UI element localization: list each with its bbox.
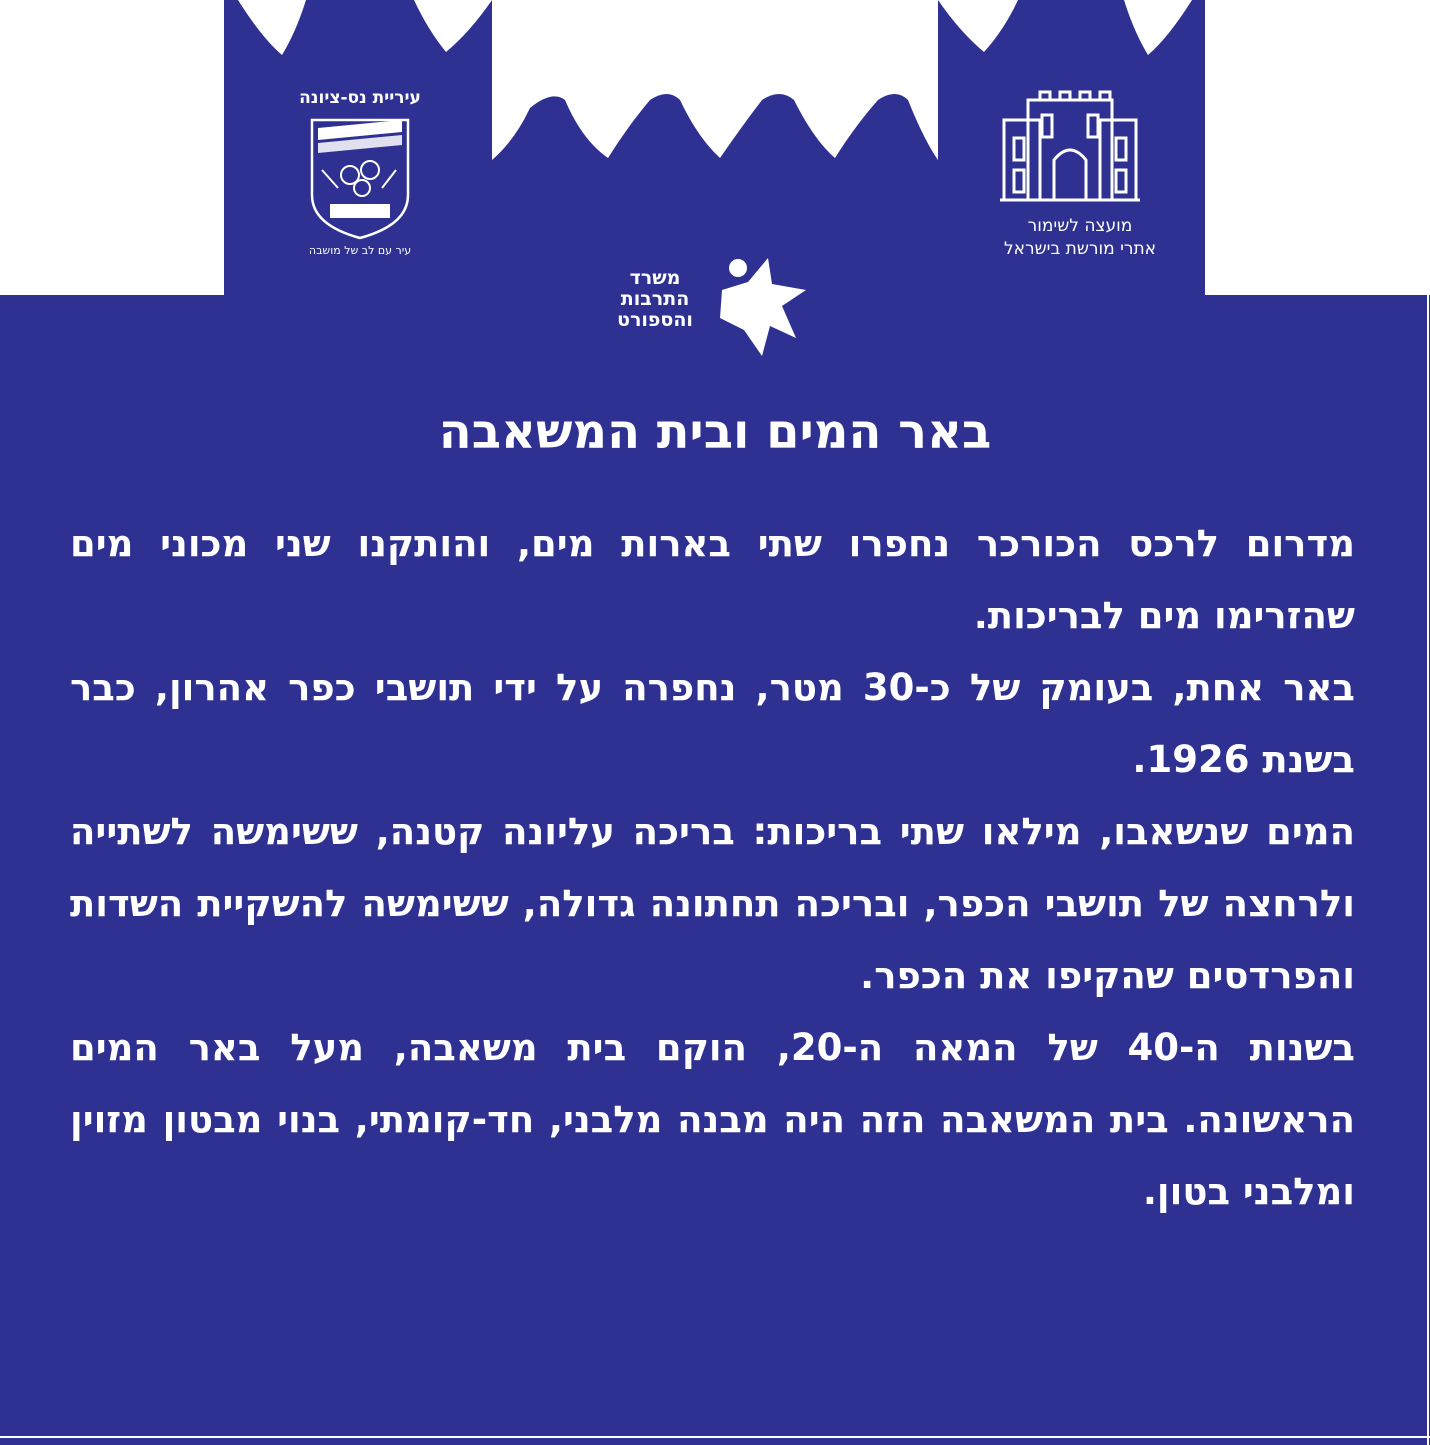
municipality-name: עיריית נס-ציונה — [299, 88, 421, 108]
municipality-slogan: עיר עם לב של מושבה — [308, 244, 412, 257]
sign-title: באר המים ובית המשאבה — [438, 404, 992, 460]
ministry-name: משרד התרבות והספורט — [617, 267, 693, 331]
sign-body — [70, 508, 1355, 1228]
council-name-line1: מועצה לשימור — [1027, 216, 1133, 236]
paragraph: המים שנשאבו, מילאו שתי בריכות: בריכה עליונה קטנה, ששימשה לשתייה ולרחצה של תושבי הכפר, ובריכה תחתונה גדולה, ששימשה להשקיית השדות והפרדסים שהקיפו את הכפר. — [70, 810, 1355, 997]
paragraph: באר אחת, בעומק של כ-30 מטר, נחפרה על ידי תושבי כפר אהרון, כבר בשנת 1926. — [70, 666, 1355, 781]
paragraph: מדרום לרכס הכורכר נחפרו שתי בארות מים, והותקנו שני מכוני מים שהזרימו מים לבריכות. — [70, 522, 1355, 637]
paragraph: בשנות ה-40 של המאה ה-20, הוקם בית משאבה, מעל באר המים הראשונה. בית המשאבה הזה היה מבנה מלבני, חד-קומתי, בנוי מבטון מזוין ומלבני בטון. — [70, 1026, 1355, 1213]
council-name-line2: אתרי מורשת בישראל — [1003, 239, 1157, 259]
